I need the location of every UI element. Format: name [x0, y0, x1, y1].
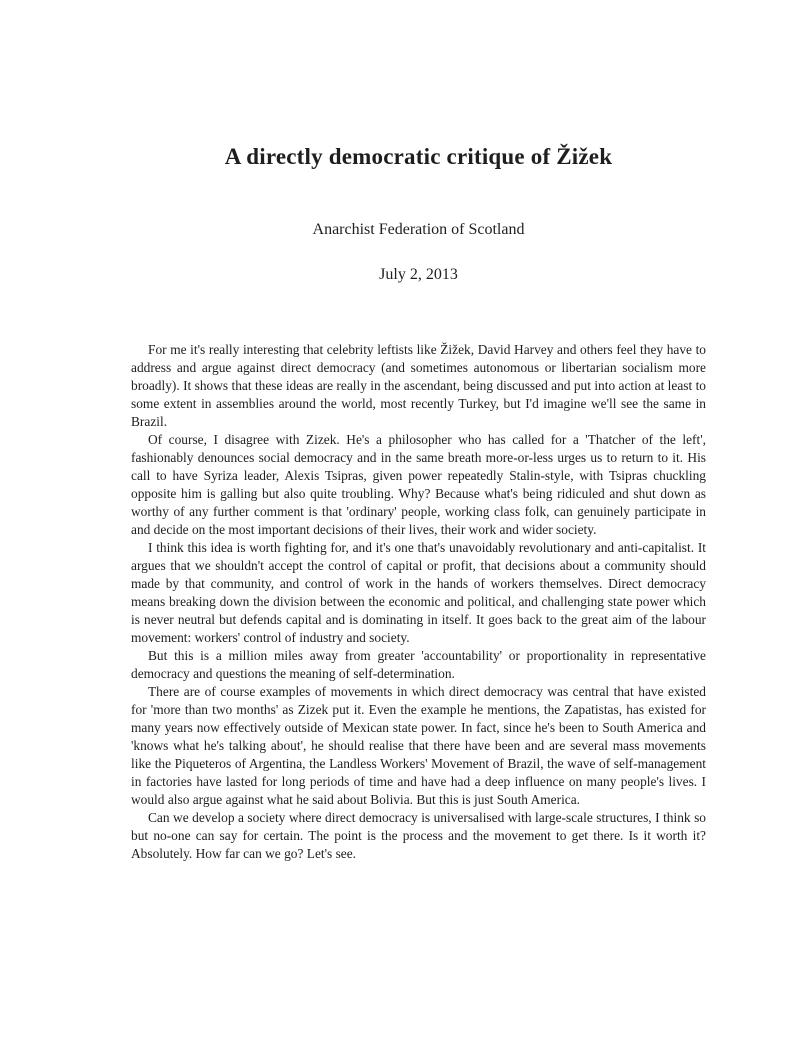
document-author: Anarchist Federation of Scotland: [312, 221, 525, 238]
paragraph-6: Can we develop a society where direct democracy is universalised with large-scale structures, I think so but no-one can say for certain. The point is the process and the movement to get there. Is it worth it? Absolutely. How far can we go? Let's see.: [131, 810, 706, 861]
paragraph-1: For me it's really interesting that celebrity leftists like Žižek, David Harvey and others feel they have to address and argue against direct democracy (and sometimes autonomous or libertarian socialism more broadly). It shows that these ideas are really in the ascendant, being discussed and put into action at least to some extent in assemblies around the world, most recently Turkey, but I'd imagine we'll see the same in Brazil.: [131, 342, 706, 429]
document-title: A directly democratic critique of Žižek: [224, 144, 613, 169]
document-date: July 2, 2013: [379, 266, 458, 283]
paragraph-4: But this is a million miles away from greater 'accountability' or proportionality in representative democracy and questions the meaning of self-determination.: [131, 648, 706, 681]
paragraph-3: I think this idea is worth fighting for, and it's one that's unavoidably revolutionary and anti-capitalist. It argues that we shouldn't accept the control of capital or profit, that decisions about a community should made by that community, and control of work in the hands of workers themselves. Direct democracy means breaking down the division between the economic and political, and challenging state power which is never neutral but defends capital and is dominating in itself. It goes back to the great aim of the labour movement: workers' control of industry and society.: [131, 540, 706, 645]
paragraph-5: There are of course examples of movements in which direct democracy was central that have existed for 'more than two months' as Zizek put it. Even the example he mentions, the Zapatistas, has existed for many years now effectively outside of Mexican state power. In fact, since he's been to South America and 'knows what he's talking about', he should realise that there have been and are several mass movements like the Piqueteros of Argentina, the Landless Workers' Movement of Brazil, the wave of self-management in factories have lasted for long periods of time and have had a deep influence on many people's lives. I would also argue against what he said about Bolivia. But this is just South America.: [131, 684, 706, 807]
document-body: [131, 341, 706, 863]
paragraph-2: Of course, I disagree with Zizek. He's a philosopher who has called for a 'Thatcher of the left', fashionably denounces social democracy and in the same breath more-or-less urges us to return to it. His call to have Syriza leader, Alexis Tsipras, given power repeatedly Stalin-style, with Tsipras chuckling opposite him is galling but also quite troubling. Why? Because what's being ridiculed and shut down as worthy of any further comment is that 'ordinary' people, working class folk, can genuinely participate in and decide on the most important decisions of their lives, their work and wider society.: [131, 432, 706, 537]
